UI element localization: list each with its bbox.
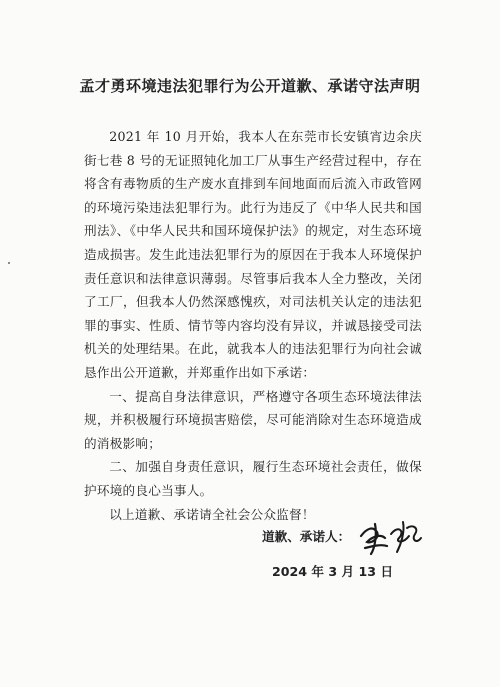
- handwritten-signature: [355, 514, 425, 560]
- paragraph-commitment-2: 二、加强自身责任意识，履行生态环境社会责任，做保护环境的良心当事人。: [84, 459, 422, 498]
- document-body: [84, 125, 422, 526]
- paragraph-intro: 2021 年 10 月开始，我本人在东莞市长安镇宵边余庆街七巷 8 号的无证照钝化加工厂从事生产经营过程中，存在将含有毒物质的生产废水直排到车间地面而后流入市政管网的环境污染违法犯罪行为。此行为违反了《中华人民共和国刑法》、《中华人民共和国环境保护法》的规定，对生态环境造成损害。发生此违法犯罪行为的原因在于我本人环境保护责任意识和法律意识薄弱。尽管事后我本人全力整改，关闭了工厂，但我本人仍然深感愧疚，对司法机关认定的违法犯罪的事实、性质、情节等内容均没有异议，并诚恳接受司法机关的处理结果。在此，就我本人的违法犯罪行为向社会诚恳作出公开道歉，并郑重作出如下承诺：: [84, 129, 422, 380]
- paragraph-closing: 以上道歉、承诺请全社会公众监督！: [109, 506, 315, 522]
- signer-label: 道歉、承诺人：: [262, 529, 351, 544]
- paragraph-commitment-1: 一、提高自身法律意识，严格遵守各项生态环境法律法规，并积极履行环境损害赔偿，尽可能消除对生态环境造成的消极影响；: [84, 388, 422, 451]
- scan-speck: [8, 262, 10, 264]
- document-title: 孟才勇环境违法犯罪行为公开道歉、承诺守法声明: [79, 77, 421, 95]
- document-date: 2024 年 3 月 13 日: [272, 564, 394, 579]
